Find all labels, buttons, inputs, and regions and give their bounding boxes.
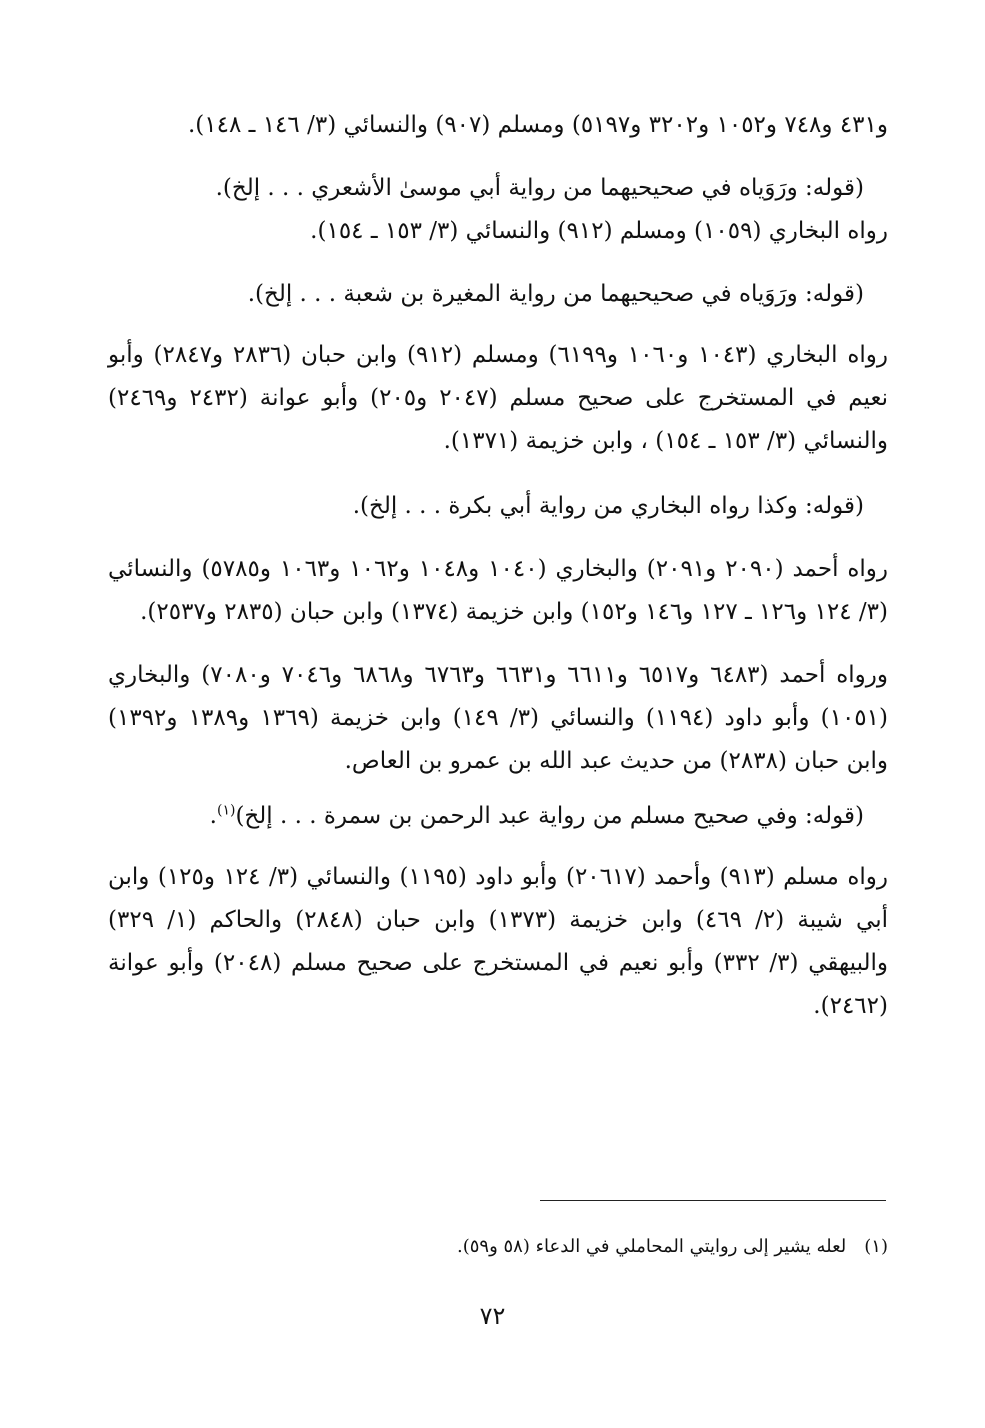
sentence-end: . (209, 803, 217, 829)
quoted-heading-text: (قوله: وفي صحيح مسلم من رواية عبد الرحمن بن سمرة . . . إلخ) (235, 803, 864, 829)
quoted-heading: (قوله: وكذا رواه البخاري من رواية أبي بكرة . . . إلخ). (352, 493, 864, 519)
quoted-heading: (قوله: ورَوَياه في صحيحيهما من رواية المغيرة بن شعبة . . . إلخ). (247, 281, 864, 307)
footnote-text: لعله يشير إلى روايتي المحاملي في الدعاء (٥٨ و٥٩). (456, 1236, 847, 1257)
paragraph-continuation: و٤٣١ و٧٤٨ و١٠٥٢ و٣٢٠٢ و٥١٩٧) ومسلم (٩٠٧) والنسائي (٣/ ١٤٦ ـ ١٤٨). (187, 112, 888, 138)
main-text (108, 104, 888, 1028)
paragraph: رواه البخاري (١٠٥٩) ومسلم (٩١٢) والنسائي (٣/ ١٥٣ ـ ١٥٤). (310, 218, 888, 244)
paragraph: رواه أحمد (٢٠٩٠ و٢٠٩١) والبخاري (١٠٤٠ و١٠٤٨ و١٠٦٢ و١٠٦٣ و٥٧٨٥) والنسائي (٣/ ١٢٤ و١٢٦ ـ ١٢٧ و١٤٦ و١٥٢) وابن خزيمة (١٣٧٤) وابن حبان (٢٨٣٥ و٢٥٣٧). (108, 556, 889, 625)
footnote-number: (١) (864, 1236, 888, 1257)
footnote (300, 1232, 888, 1262)
paragraph: رواه مسلم (٩١٣) وأحمد (٢٠٦١٧) وأبو داود (١١٩٥) والنسائي (٣/ ١٢٤ و١٢٥) وابن أبي شيبة (٢/ ٤٦٩) وابن خزيمة (١٣٧٣) وابن حبان (٢٨٤٨) والحاكم (١/ ٣٢٩) والبيهقي (٣/ ٣٣٢) وأبو نعيم في المستخرج على صحيح مسلم (٢٠٤٨) وأبو عوانة (٢٤٦٢). (108, 864, 889, 1019)
paragraph: ورواه أحمد (٦٤٨٣ و٦٥١٧ و٦٦١١ و٦٦٣١ و٦٧٦٣ و٦٨٦٨ و٧٠٤٦ و٧٠٨٠) والبخاري (١٠٥١) وأبو داود (١١٩٤) والنسائي (٣/ ١٤٩) وابن خزيمة (١٣٦٩ و١٣٨٩ و١٣٩٢) وابن حبان (٢٨٣٨) من حديث عبد الله بن عمرو بن العاص. (108, 662, 888, 774)
footnote-reference[interactable]: (١) (216, 802, 236, 819)
paragraph: رواه البخاري (١٠٤٣ و١٠٦٠ و٦١٩٩) ومسلم (٩١٢) وابن حبان (٢٨٣٦ و٢٨٤٧) وأبو نعيم في المستخرج على صحيح مسلم (٢٠٤٧ و٢٠٥) وأبو عوانة (٢٤٣٢ و٢٤٦٩) والنسائي (٣/ ١٥٣ ـ ١٥٤) ، وابن خزيمة (١٣٧١). (108, 342, 889, 454)
footnote-divider (540, 1200, 886, 1201)
page-number: ٧٢ (479, 1302, 506, 1330)
quoted-heading: (قوله: ورَوَياه في صحيحيهما من رواية أبي موسىٰ الأشعري . . . إلخ). (215, 175, 864, 201)
quoted-heading-with-footnote (108, 795, 888, 838)
